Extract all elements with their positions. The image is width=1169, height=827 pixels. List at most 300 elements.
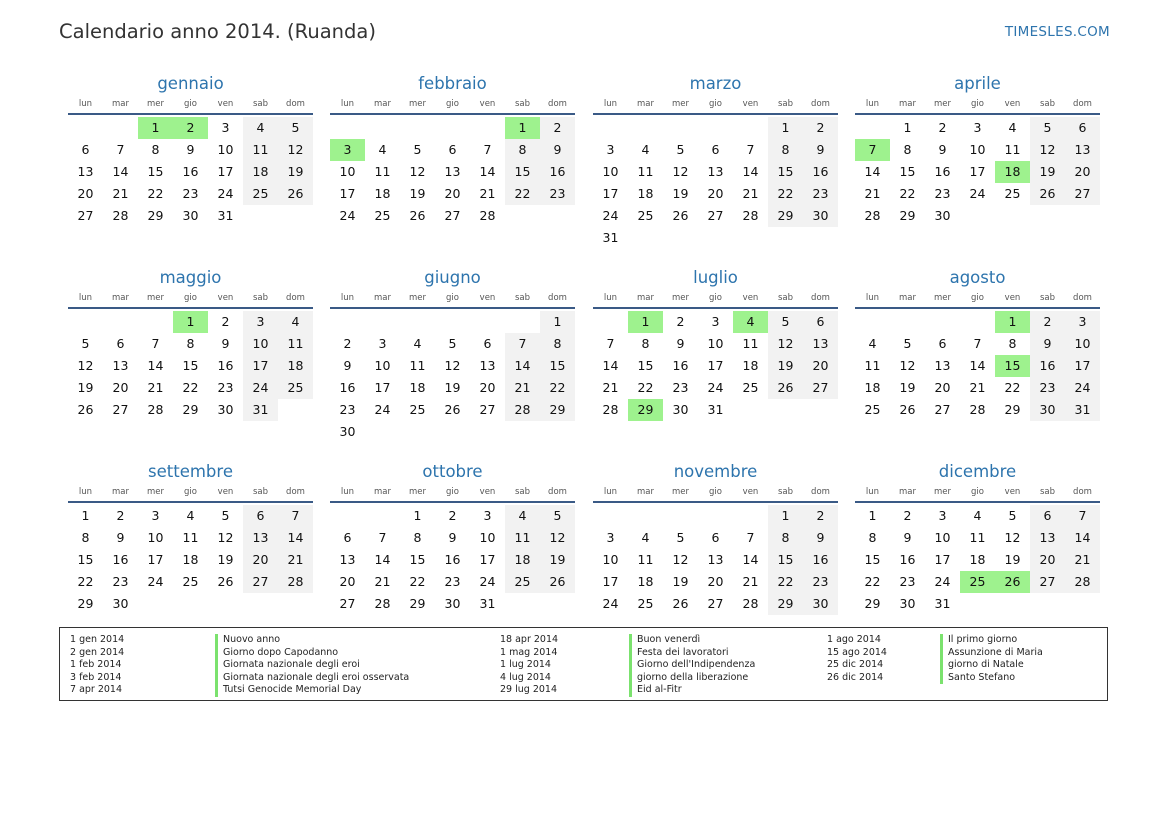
empty-cell [855, 311, 890, 333]
day-cell: 7 [278, 505, 313, 527]
empty-cell [733, 505, 768, 527]
day-cell: 19 [217, 552, 234, 567]
day-cell: 31 [243, 399, 278, 421]
month-title: dicembre [938, 462, 1017, 481]
day-cell: 4 [186, 508, 195, 523]
day-cell: 16 [672, 358, 689, 373]
holiday-day: 1 [173, 311, 208, 333]
day-cell: 12 [1030, 139, 1065, 161]
day-cell: 27 [803, 377, 838, 399]
weekday-label: dom [548, 293, 567, 303]
legend-date-column [500, 634, 558, 697]
day-cell: 31 [602, 230, 619, 245]
day-cell: 14 [742, 552, 759, 567]
day-cell: 2 [221, 314, 230, 329]
day-cell: 3 [243, 311, 278, 333]
weekday-header [330, 96, 575, 112]
day-cell: 22 [147, 186, 164, 201]
day-cell: 15 [637, 358, 654, 373]
day-cell: 12 [768, 333, 803, 355]
day-cell: 30 [803, 593, 838, 615]
day-cell: 23 [934, 186, 951, 201]
weekday-label: ven [742, 99, 759, 109]
weekday-label: gio [184, 487, 197, 497]
weekday-label: sab [1039, 487, 1056, 497]
day-cell: 25 [742, 380, 759, 395]
day-cell: 28 [147, 402, 164, 417]
day-cell: 13 [77, 164, 94, 179]
weekday-label: mer [933, 487, 951, 497]
month-ottobre [330, 461, 575, 615]
day-cell: 15 [182, 358, 199, 373]
day-cell: 21 [147, 380, 164, 395]
day-cell: 6 [938, 336, 947, 351]
legend-date: 3 feb 2014 [70, 671, 122, 683]
legend-name-column [215, 634, 409, 697]
weekday-header [68, 484, 313, 500]
day-cell: 3 [938, 508, 947, 523]
weekday-label: gio [709, 99, 722, 109]
legend-date: 2 gen 2014 [70, 646, 125, 658]
day-cell: 22 [1004, 380, 1021, 395]
day-cell: 31 [1065, 399, 1100, 421]
holiday-day: 15 [995, 355, 1030, 377]
day-cell: 15 [768, 161, 803, 183]
day-grid [855, 311, 1100, 421]
day-cell: 2 [803, 117, 838, 139]
day-cell: 9 [343, 358, 352, 373]
month-gennaio [68, 73, 313, 227]
day-cell: 28 [602, 402, 619, 417]
day-cell: 26 [768, 377, 803, 399]
day-cell: 4 [868, 336, 877, 351]
day-cell: 29 [540, 399, 575, 421]
day-cell: 26 [899, 402, 916, 417]
day-cell: 16 [899, 552, 916, 567]
day-cell: 19 [77, 380, 94, 395]
weekday-label: mar [374, 293, 391, 303]
day-cell: 9 [803, 139, 838, 161]
day-cell: 26 [540, 571, 575, 593]
day-cell: 3 [973, 120, 982, 135]
day-cell: 13 [243, 527, 278, 549]
day-cell: 16 [803, 161, 838, 183]
day-cell: 5 [413, 142, 422, 157]
weekday-label: lun [603, 99, 618, 109]
day-cell: 5 [676, 530, 685, 545]
weekday-label: gio [971, 99, 984, 109]
day-cell: 20 [112, 380, 129, 395]
day-cell: 16 [182, 164, 199, 179]
day-cell: 30 [182, 208, 199, 223]
weekday-label: lun [865, 99, 880, 109]
day-cell: 18 [969, 552, 986, 567]
weekday-label: mar [899, 293, 916, 303]
day-cell: 24 [243, 377, 278, 399]
header-rule [68, 307, 313, 309]
day-cell: 27 [1030, 571, 1065, 593]
site-link[interactable]: TIMESLES.COM [1004, 24, 1110, 40]
empty-cell [400, 117, 435, 139]
header-rule [68, 113, 313, 115]
empty-cell [470, 311, 505, 333]
weekday-label: mar [374, 487, 391, 497]
month-title: novembre [673, 462, 758, 481]
day-cell: 6 [81, 142, 90, 157]
day-cell: 15 [505, 161, 540, 183]
month-title: gennaio [157, 74, 224, 93]
day-cell: 8 [186, 336, 195, 351]
legend-date: 26 dic 2014 [827, 671, 884, 683]
day-cell: 22 [77, 574, 94, 589]
day-cell: 27 [707, 208, 724, 223]
day-cell: 3 [606, 142, 615, 157]
legend-date: 18 apr 2014 [500, 634, 559, 645]
day-grid [593, 311, 838, 421]
weekday-label: mar [899, 99, 916, 109]
day-cell: 6 [711, 530, 720, 545]
weekday-label: ven [479, 99, 496, 109]
weekday-label: ven [1004, 487, 1021, 497]
day-cell: 22 [182, 380, 199, 395]
day-cell: 20 [934, 380, 951, 395]
empty-cell [470, 117, 505, 139]
month-title: aprile [954, 74, 1001, 93]
day-cell: 30 [803, 205, 838, 227]
day-cell: 12 [409, 164, 426, 179]
day-cell: 30 [112, 596, 129, 611]
day-grid [330, 117, 575, 227]
day-cell: 14 [969, 358, 986, 373]
weekday-label: gio [446, 293, 459, 303]
weekday-label: sab [252, 487, 269, 497]
legend-date: 29 lug 2014 [500, 684, 557, 695]
weekday-label: sab [252, 99, 269, 109]
day-cell: 8 [641, 336, 650, 351]
day-cell: 16 [1030, 355, 1065, 377]
header-rule [855, 501, 1100, 503]
weekday-label: sab [777, 293, 794, 303]
day-cell: 28 [374, 596, 391, 611]
day-cell: 26 [1030, 183, 1065, 205]
day-cell: 12 [217, 530, 234, 545]
day-cell: 14 [505, 355, 540, 377]
weekday-label: dom [548, 99, 567, 109]
weekday-label: ven [742, 293, 759, 303]
weekday-label: dom [811, 293, 830, 303]
day-cell: 11 [637, 552, 654, 567]
legend-name-column [940, 634, 1043, 684]
day-cell: 17 [147, 552, 164, 567]
day-cell: 31 [479, 596, 496, 611]
empty-cell [505, 311, 540, 333]
day-cell: 8 [768, 527, 803, 549]
day-cell: 4 [1008, 120, 1017, 135]
day-grid [330, 505, 575, 615]
day-cell: 21 [278, 549, 313, 571]
weekday-label: sab [514, 293, 531, 303]
day-cell: 5 [903, 336, 912, 351]
weekday-label: ven [1004, 293, 1021, 303]
day-cell: 21 [479, 186, 496, 201]
empty-cell [593, 505, 628, 527]
weekday-label: ven [217, 293, 234, 303]
legend-date: 4 lug 2014 [500, 671, 551, 683]
day-cell: 23 [182, 186, 199, 201]
day-cell: 18 [864, 380, 881, 395]
day-cell: 8 [413, 530, 422, 545]
weekday-label: sab [514, 487, 531, 497]
day-cell: 26 [444, 402, 461, 417]
day-cell: 2 [116, 508, 125, 523]
empty-cell [855, 117, 890, 139]
day-cell: 29 [409, 596, 426, 611]
day-cell: 11 [243, 139, 278, 161]
day-cell: 10 [602, 164, 619, 179]
day-cell: 17 [934, 552, 951, 567]
day-cell: 8 [540, 333, 575, 355]
day-cell: 13 [112, 358, 129, 373]
day-cell: 18 [742, 358, 759, 373]
empty-cell [628, 505, 663, 527]
day-cell: 19 [409, 186, 426, 201]
day-cell: 24 [339, 208, 356, 223]
day-cell: 11 [1004, 142, 1021, 157]
weekday-label: mer [408, 293, 426, 303]
day-cell: 9 [221, 336, 230, 351]
weekday-label: mer [146, 293, 164, 303]
legend-holiday-name: giorno di Natale [940, 659, 1043, 672]
weekday-header [593, 484, 838, 500]
day-cell: 16 [217, 358, 234, 373]
weekday-label: mer [671, 293, 689, 303]
month-title: febbraio [418, 74, 487, 93]
day-cell: 21 [1065, 549, 1100, 571]
weekday-label: lun [865, 487, 880, 497]
weekday-label: sab [777, 99, 794, 109]
day-cell: 11 [182, 530, 199, 545]
weekday-label: mer [408, 99, 426, 109]
day-cell: 21 [112, 186, 129, 201]
header-rule [855, 113, 1100, 115]
weekday-label: dom [286, 293, 305, 303]
day-cell: 28 [1065, 571, 1100, 593]
weekday-label: sab [1039, 99, 1056, 109]
empty-cell [663, 117, 698, 139]
legend-holiday-name: Tutsi Genocide Memorial Day [215, 684, 409, 697]
day-cell: 17 [374, 380, 391, 395]
holiday-day: 2 [173, 117, 208, 139]
day-cell: 30 [934, 208, 951, 223]
weekday-label: lun [603, 293, 618, 303]
day-grid [68, 505, 313, 615]
empty-cell [330, 117, 365, 139]
day-cell: 23 [540, 183, 575, 205]
day-cell: 10 [147, 530, 164, 545]
day-cell: 8 [151, 142, 160, 157]
day-cell: 10 [374, 358, 391, 373]
day-cell: 28 [969, 402, 986, 417]
day-cell: 13 [1030, 527, 1065, 549]
legend-holiday-name: Assunzione di Maria [940, 647, 1043, 660]
holiday-legend [59, 627, 1108, 701]
day-cell: 31 [217, 208, 234, 223]
day-cell: 23 [444, 574, 461, 589]
day-cell: 27 [243, 571, 278, 593]
weekday-label: mar [637, 99, 654, 109]
day-cell: 7 [1065, 505, 1100, 527]
weekday-label: mar [112, 99, 129, 109]
holiday-day: 29 [628, 399, 663, 421]
day-cell: 30 [217, 402, 234, 417]
header-rule [330, 113, 575, 115]
month-febbraio [330, 73, 575, 227]
day-cell: 14 [479, 164, 496, 179]
day-cell: 21 [602, 380, 619, 395]
day-cell: 30 [1030, 399, 1065, 421]
day-cell: 17 [243, 355, 278, 377]
weekday-header [855, 484, 1100, 500]
legend-holiday-name: Il primo giorno [940, 634, 1043, 647]
month-title: agosto [949, 268, 1006, 287]
day-cell: 14 [147, 358, 164, 373]
day-cell: 9 [448, 530, 457, 545]
day-cell: 29 [1004, 402, 1021, 417]
weekday-header [68, 290, 313, 306]
weekday-label: ven [217, 487, 234, 497]
legend-date-column [70, 634, 124, 697]
day-cell: 11 [969, 530, 986, 545]
day-cell: 2 [903, 508, 912, 523]
empty-cell [365, 311, 400, 333]
day-cell: 19 [1004, 552, 1021, 567]
header-rule [855, 307, 1100, 309]
day-cell: 13 [803, 333, 838, 355]
day-cell: 23 [1030, 377, 1065, 399]
day-cell: 8 [81, 530, 90, 545]
day-cell: 9 [803, 527, 838, 549]
day-cell: 4 [278, 311, 313, 333]
empty-cell [435, 311, 470, 333]
weekday-header [330, 484, 575, 500]
day-cell: 1 [81, 508, 90, 523]
day-cell: 21 [969, 380, 986, 395]
weekday-label: gio [184, 99, 197, 109]
day-cell: 18 [637, 186, 654, 201]
month-dicembre [855, 461, 1100, 615]
day-cell: 2 [448, 508, 457, 523]
day-cell: 3 [221, 120, 230, 135]
day-cell: 3 [1065, 311, 1100, 333]
day-cell: 3 [711, 314, 720, 329]
legend-date: 25 dic 2014 [827, 659, 884, 670]
legend-date: 1 gen 2014 [70, 634, 125, 645]
day-cell: 20 [707, 574, 724, 589]
month-title: giugno [424, 268, 481, 287]
header-rule [330, 307, 575, 309]
month-novembre [593, 461, 838, 615]
day-cell: 12 [672, 552, 689, 567]
day-cell: 8 [868, 530, 877, 545]
day-cell: 6 [1030, 505, 1065, 527]
weekday-label: sab [514, 99, 531, 109]
weekday-label: ven [742, 487, 759, 497]
legend-date: 1 ago 2014 [827, 634, 881, 645]
day-cell: 26 [672, 208, 689, 223]
day-cell: 28 [479, 208, 496, 223]
day-cell: 27 [934, 402, 951, 417]
weekday-label: mar [899, 487, 916, 497]
day-cell: 2 [938, 120, 947, 135]
day-cell: 3 [483, 508, 492, 523]
day-cell: 5 [768, 311, 803, 333]
day-cell: 29 [899, 208, 916, 223]
day-cell: 7 [483, 142, 492, 157]
day-cell: 18 [409, 380, 426, 395]
empty-cell [593, 311, 628, 333]
day-cell: 25 [243, 183, 278, 205]
day-cell: 22 [768, 183, 803, 205]
page-title: Calendario anno 2014. (Ruanda) [59, 20, 376, 43]
header-rule [330, 501, 575, 503]
day-cell: 5 [448, 336, 457, 351]
day-cell: 25 [864, 402, 881, 417]
day-cell: 5 [278, 117, 313, 139]
day-cell: 16 [540, 161, 575, 183]
weekday-label: gio [709, 293, 722, 303]
weekday-header [593, 290, 838, 306]
day-cell: 7 [746, 530, 755, 545]
empty-cell [138, 311, 173, 333]
day-cell: 4 [505, 505, 540, 527]
weekday-label: ven [217, 99, 234, 109]
day-cell: 9 [676, 336, 685, 351]
month-aprile [855, 73, 1100, 227]
day-cell: 27 [444, 208, 461, 223]
weekday-label: gio [971, 487, 984, 497]
empty-cell [698, 117, 733, 139]
day-cell: 28 [742, 208, 759, 223]
day-cell: 29 [147, 208, 164, 223]
day-cell: 13 [707, 552, 724, 567]
day-cell: 8 [903, 142, 912, 157]
day-cell: 3 [378, 336, 387, 351]
day-cell: 23 [339, 402, 356, 417]
day-cell: 1 [768, 505, 803, 527]
day-cell: 28 [112, 208, 129, 223]
day-cell: 27 [339, 596, 356, 611]
day-cell: 19 [672, 574, 689, 589]
day-cell: 27 [77, 208, 94, 223]
weekday-label: dom [1073, 293, 1092, 303]
weekday-label: dom [1073, 99, 1092, 109]
day-cell: 19 [1030, 161, 1065, 183]
holiday-day: 25 [960, 571, 995, 593]
day-cell: 19 [899, 380, 916, 395]
weekday-label: ven [479, 293, 496, 303]
weekday-label: gio [971, 293, 984, 303]
day-cell: 5 [1008, 508, 1017, 523]
day-cell: 20 [1030, 549, 1065, 571]
day-cell: 2 [1030, 311, 1065, 333]
day-cell: 9 [938, 142, 947, 157]
day-cell: 22 [864, 574, 881, 589]
day-cell: 28 [742, 596, 759, 611]
legend-holiday-name: Festa dei lavoratori [629, 647, 755, 660]
day-cell: 11 [864, 358, 881, 373]
day-cell: 14 [602, 358, 619, 373]
day-cell: 13 [479, 358, 496, 373]
